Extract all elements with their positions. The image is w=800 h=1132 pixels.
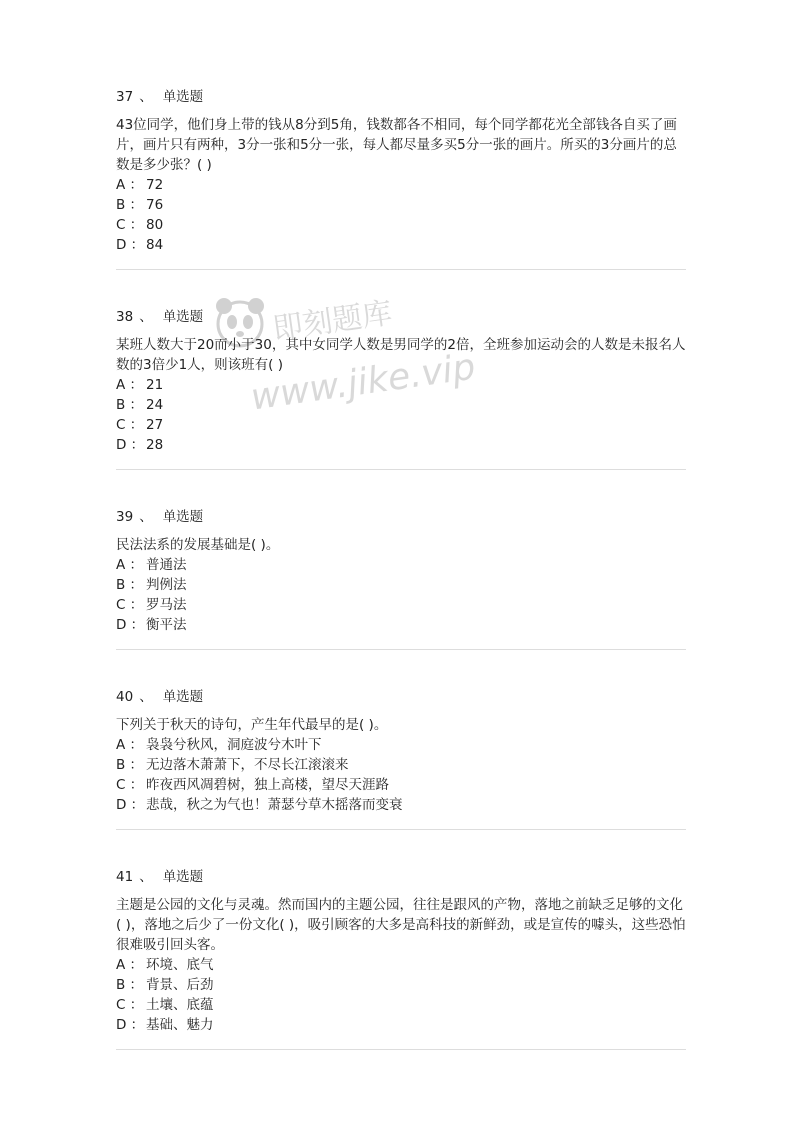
option-label: D ： [116,237,145,253]
watermark-cn-text: 即刻题库 [270,295,395,348]
option-d [116,235,686,255]
option-text: 昨夜西风凋碧树，独上高楼，望尽天涯路 [146,777,389,793]
option-a [116,175,686,195]
question-37 [116,87,686,255]
option-label: A ： [116,177,144,193]
option-d [116,1015,686,1035]
question-divider [116,269,686,270]
option-label: A ： [116,957,144,973]
question-separator: 、 [139,509,153,525]
option-a [116,955,686,975]
option-label: C ： [116,777,144,793]
option-b [116,195,686,215]
question-type: 单选题 [162,309,204,325]
question-number: 39 [116,509,134,525]
option-label: C ： [116,417,144,433]
question-type: 单选题 [162,89,204,105]
option-label: A ： [116,377,144,393]
option-b [116,395,686,415]
option-c [116,415,686,435]
question-stem: 43位同学，他们身上带的钱从8分到5角，钱数都各不相同，每个同学都花光全部钱各自买了画片，画片只有两种，3分一张和5分一张，每人都尽量多买5分一张的画片。所买的3分画片的总数是多少张？( ) [116,117,677,173]
option-label: B ： [116,197,144,213]
question-number: 38 [116,309,134,325]
question-stem: 下列关于秋天的诗句，产生年代最早的是( )。 [116,717,388,733]
question-stem: 民法法系的发展基础是( )。 [116,537,280,553]
question-separator: 、 [139,89,153,105]
option-label: B ： [116,577,144,593]
question-header [116,687,686,707]
question-header [116,867,686,887]
question-number: 37 [116,89,134,105]
option-a [116,375,686,395]
option-label: C ： [116,217,144,233]
question-number: 40 [116,689,134,705]
option-text: 判例法 [146,577,187,593]
question-stem: 主题是公园的文化与灵魂。然而国内的主题公园，往往是跟风的产物，落地之前缺乏足够的文化( )，落地之后少了一份文化( )，吸引顾客的大多是高科技的新鲜劲，或是宣传的噱头，这些恐怕很难吸引回头客。 [116,897,686,953]
question-divider [116,469,686,470]
option-text: 80 [146,217,164,233]
option-text: 背景、后劲 [146,977,214,993]
watermark-en-text: www.jike.vip [248,346,478,419]
option-label: D ： [116,617,145,633]
option-text: 环境、底气 [146,957,214,973]
option-b [116,575,686,595]
option-label: A ： [116,737,144,753]
option-label: C ： [116,997,144,1013]
question-divider [116,1049,686,1050]
option-a [116,555,686,575]
option-text: 76 [146,197,164,213]
option-text: 罗马法 [146,597,187,613]
question-type: 单选题 [162,509,204,525]
option-text: 28 [146,437,164,453]
option-text: 普通法 [146,557,187,573]
option-text: 衡平法 [146,617,187,633]
question-38 [116,307,686,455]
question-type: 单选题 [162,869,204,885]
question-number: 41 [116,869,134,885]
option-c [116,595,686,615]
question-separator: 、 [139,689,153,705]
question-40 [116,687,686,815]
question-divider [116,829,686,830]
option-text: 21 [146,377,164,393]
question-41 [116,867,686,1035]
option-text: 基础、魅力 [146,1017,214,1033]
option-label: B ： [116,977,144,993]
option-c [116,215,686,235]
option-text: 悲哉，秋之为气也！萧瑟兮草木摇落而变衰 [146,797,403,813]
question-type: 单选题 [162,689,204,705]
option-d [116,615,686,635]
question-divider [116,649,686,650]
question-39 [116,507,686,635]
option-label: D ： [116,437,145,453]
option-text: 土壤、底蕴 [146,997,214,1013]
option-text: 24 [146,397,164,413]
option-a [116,735,686,755]
option-c [116,775,686,795]
question-separator: 、 [139,869,153,885]
option-text: 袅袅兮秋风，洞庭波兮木叶下 [146,737,322,753]
option-label: B ： [116,397,144,413]
option-c [116,995,686,1015]
option-label: B ： [116,757,144,773]
option-text: 84 [146,237,164,253]
option-d [116,435,686,455]
question-header [116,307,686,327]
option-text: 无边落木萧萧下，不尽长江滚滚来 [146,757,349,773]
option-b [116,755,686,775]
option-label: A ： [116,557,144,573]
option-label: D ： [116,1017,145,1033]
option-label: D ： [116,797,145,813]
option-text: 72 [146,177,164,193]
question-separator: 、 [139,309,153,325]
question-stem: 某班人数大于20而小于30，其中女同学人数是男同学的2倍，全班参加运动会的人数是未报名人数的3倍少1人，则该班有( ) [116,337,686,373]
option-b [116,975,686,995]
question-header [116,507,686,527]
option-label: C ： [116,597,144,613]
option-text: 27 [146,417,164,433]
question-header [116,87,686,107]
option-d [116,795,686,815]
